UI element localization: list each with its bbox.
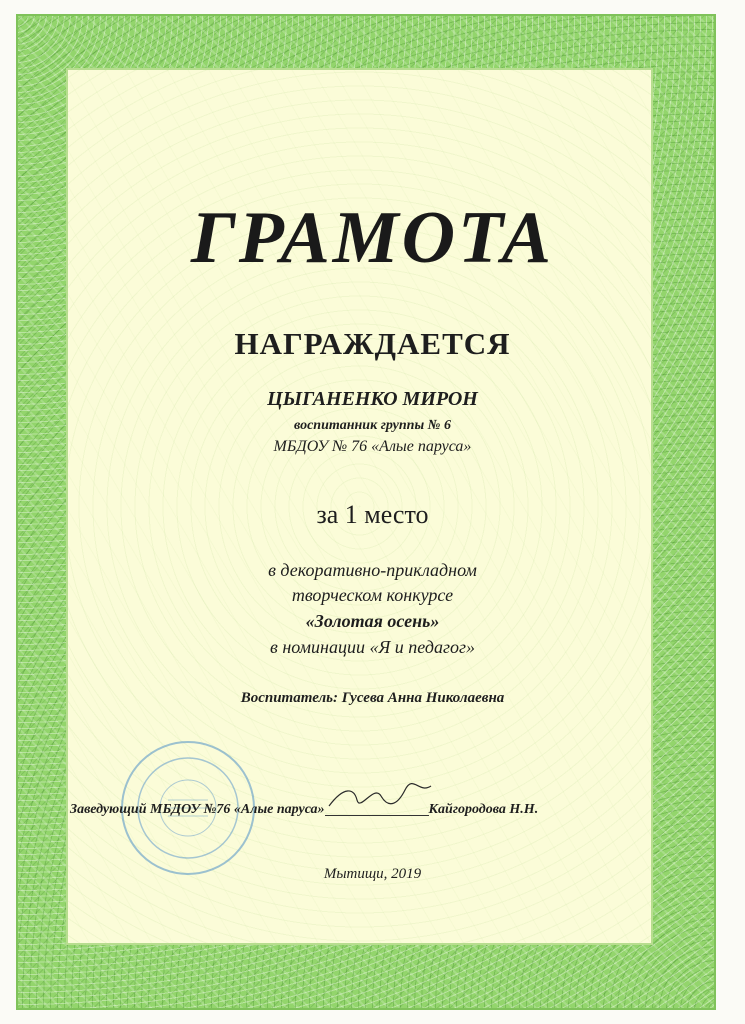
signature-icon [319, 776, 439, 816]
signature-field [325, 798, 429, 818]
organization-name: МБДОУ № 76 «Алые паруса» [273, 438, 472, 455]
award-place: за 1 место [316, 500, 429, 529]
recipient-name: ЦЫГАНЕНКО МИРОН [267, 388, 478, 410]
city-year: Мытищи, 2019 [323, 866, 422, 882]
contest-name: «Золотая осень» [305, 611, 440, 631]
head-name: Кайгородова Н.Н. [428, 802, 539, 817]
contest-line-1: в декоративно-прикладном [268, 560, 477, 580]
nomination: в номинации «Я и педагог» [270, 637, 475, 657]
awarded-heading: НАГРАЖДАЕТСЯ [234, 326, 511, 361]
certificate-title: ГРАМОТА [191, 197, 554, 279]
contest-line-2: творческом конкурсе [291, 585, 454, 605]
head-title: Заведующий МБДОУ №76 «Алые паруса» [70, 802, 325, 817]
recipient-group: воспитанник группы № 6 [294, 418, 451, 433]
signature-row [70, 798, 670, 818]
teacher-name: Воспитатель: Гусева Анна Николаевна [240, 690, 505, 706]
